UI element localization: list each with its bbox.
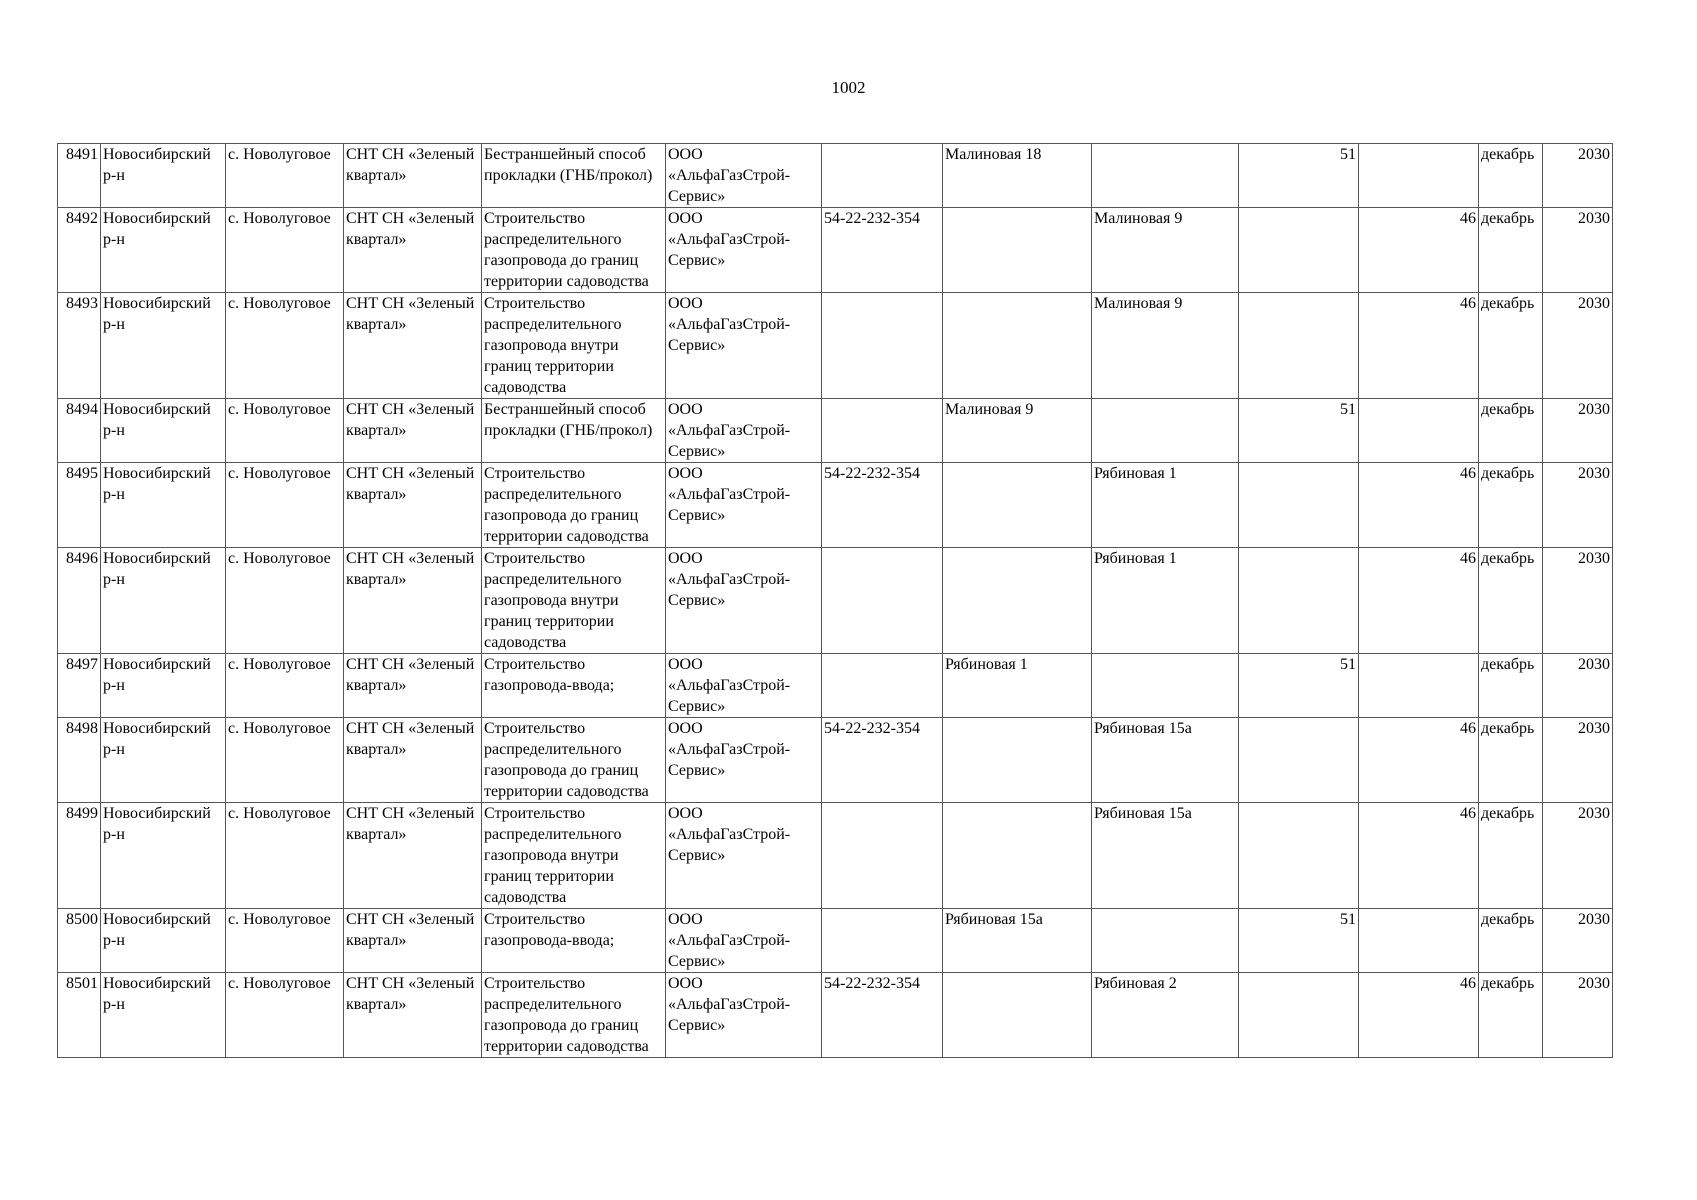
year-cell: 2030 xyxy=(1543,399,1613,463)
address-input-cell xyxy=(943,803,1092,909)
table-row xyxy=(58,548,1613,654)
diameter-network-cell: 46 xyxy=(1359,803,1479,909)
settlement-cell: с. Новолуговое xyxy=(226,548,344,654)
month-cell: декабрь xyxy=(1479,399,1543,463)
row-number-cell: 8495 xyxy=(58,463,101,548)
table-row xyxy=(58,293,1613,399)
table-row xyxy=(58,208,1613,293)
address-network-cell xyxy=(1092,399,1239,463)
settlement-cell: с. Новолуговое xyxy=(226,293,344,399)
address-network-cell: Рябиновая 1 xyxy=(1092,548,1239,654)
work-type-cell: Строительство распределительного газопровода внутри границ территории садоводства xyxy=(482,548,666,654)
work-type-cell: Строительство газопровода-ввода; xyxy=(482,909,666,973)
code-cell: 54-22-232-354 xyxy=(822,973,943,1058)
diameter-network-cell xyxy=(1359,909,1479,973)
object-cell: СНТ СН «Зеленый квартал» xyxy=(344,144,482,208)
diameter-network-cell xyxy=(1359,654,1479,718)
year-cell: 2030 xyxy=(1543,909,1613,973)
address-input-cell xyxy=(943,463,1092,548)
contractor-cell: ООО «АльфаГазСтрой-Сервис» xyxy=(666,208,822,293)
contractor-cell: ООО «АльфаГазСтрой-Сервис» xyxy=(666,654,822,718)
district-cell: Новосибирский р-н xyxy=(101,718,226,803)
contractor-cell: ООО «АльфаГазСтрой-Сервис» xyxy=(666,463,822,548)
code-cell xyxy=(822,144,943,208)
row-number-cell: 8499 xyxy=(58,803,101,909)
table-row xyxy=(58,909,1613,973)
object-cell: СНТ СН «Зеленый квартал» xyxy=(344,463,482,548)
row-number-cell: 8498 xyxy=(58,718,101,803)
settlement-cell: с. Новолуговое xyxy=(226,463,344,548)
row-number-cell: 8493 xyxy=(58,293,101,399)
address-network-cell: Рябиновая 1 xyxy=(1092,463,1239,548)
month-cell: декабрь xyxy=(1479,718,1543,803)
object-cell: СНТ СН «Зеленый квартал» xyxy=(344,208,482,293)
settlement-cell: с. Новолуговое xyxy=(226,909,344,973)
diameter-network-cell: 46 xyxy=(1359,548,1479,654)
work-type-cell: Строительство распределительного газопровода внутри границ территории садоводства xyxy=(482,293,666,399)
year-cell: 2030 xyxy=(1543,208,1613,293)
month-cell: декабрь xyxy=(1479,909,1543,973)
address-network-cell: Рябиновая 15а xyxy=(1092,718,1239,803)
district-cell: Новосибирский р-н xyxy=(101,909,226,973)
diameter-network-cell: 46 xyxy=(1359,718,1479,803)
settlement-cell: с. Новолуговое xyxy=(226,208,344,293)
table-row xyxy=(58,399,1613,463)
year-cell: 2030 xyxy=(1543,718,1613,803)
address-network-cell: Малиновая 9 xyxy=(1092,293,1239,399)
code-cell xyxy=(822,909,943,973)
code-cell: 54-22-232-354 xyxy=(822,208,943,293)
address-input-cell xyxy=(943,208,1092,293)
district-cell: Новосибирский р-н xyxy=(101,399,226,463)
address-network-cell: Рябиновая 2 xyxy=(1092,973,1239,1058)
settlement-cell: с. Новолуговое xyxy=(226,399,344,463)
district-cell: Новосибирский р-н xyxy=(101,548,226,654)
diameter-network-cell xyxy=(1359,399,1479,463)
diameter-network-cell: 46 xyxy=(1359,293,1479,399)
district-cell: Новосибирский р-н xyxy=(101,293,226,399)
address-input-cell xyxy=(943,548,1092,654)
diameter-input-cell: 51 xyxy=(1239,399,1359,463)
object-cell: СНТ СН «Зеленый квартал» xyxy=(344,718,482,803)
contractor-cell: ООО «АльфаГазСтрой-Сервис» xyxy=(666,293,822,399)
row-number-cell: 8494 xyxy=(58,399,101,463)
contractor-cell: ООО «АльфаГазСтрой-Сервис» xyxy=(666,973,822,1058)
diameter-input-cell: 51 xyxy=(1239,144,1359,208)
contractor-cell: ООО «АльфаГазСтрой-Сервис» xyxy=(666,144,822,208)
work-type-cell: Строительство распределительного газопровода до границ территории садоводства xyxy=(482,463,666,548)
table-row xyxy=(58,463,1613,548)
month-cell: декабрь xyxy=(1479,548,1543,654)
district-cell: Новосибирский р-н xyxy=(101,208,226,293)
address-input-cell: Рябиновая 15а xyxy=(943,909,1092,973)
work-type-cell: Строительство распределительного газопровода до границ территории садоводства xyxy=(482,208,666,293)
address-network-cell: Рябиновая 15а xyxy=(1092,803,1239,909)
contractor-cell: ООО «АльфаГазСтрой-Сервис» xyxy=(666,909,822,973)
month-cell: декабрь xyxy=(1479,654,1543,718)
row-number-cell: 8501 xyxy=(58,973,101,1058)
address-input-cell xyxy=(943,718,1092,803)
month-cell: декабрь xyxy=(1479,144,1543,208)
page-number: 1002 xyxy=(831,78,866,97)
address-input-cell: Рябиновая 1 xyxy=(943,654,1092,718)
diameter-input-cell xyxy=(1239,463,1359,548)
month-cell: декабрь xyxy=(1479,293,1543,399)
diameter-input-cell xyxy=(1239,208,1359,293)
diameter-network-cell xyxy=(1359,144,1479,208)
work-type-cell: Строительство газопровода-ввода; xyxy=(482,654,666,718)
work-type-cell: Бестраншейный способ прокладки (ГНБ/прокол) xyxy=(482,399,666,463)
settlement-cell: с. Новолуговое xyxy=(226,654,344,718)
code-cell xyxy=(822,803,943,909)
table-row xyxy=(58,803,1613,909)
code-cell xyxy=(822,399,943,463)
table-row xyxy=(58,654,1613,718)
code-cell: 54-22-232-354 xyxy=(822,463,943,548)
district-cell: Новосибирский р-н xyxy=(101,144,226,208)
district-cell: Новосибирский р-н xyxy=(101,463,226,548)
address-input-cell xyxy=(943,293,1092,399)
work-type-cell: Бестраншейный способ прокладки (ГНБ/прокол) xyxy=(482,144,666,208)
object-cell: СНТ СН «Зеленый квартал» xyxy=(344,399,482,463)
object-cell: СНТ СН «Зеленый квартал» xyxy=(344,293,482,399)
row-number-cell: 8496 xyxy=(58,548,101,654)
code-cell xyxy=(822,293,943,399)
settlement-cell: с. Новолуговое xyxy=(226,144,344,208)
diameter-input-cell xyxy=(1239,973,1359,1058)
address-input-cell xyxy=(943,973,1092,1058)
object-cell: СНТ СН «Зеленый квартал» xyxy=(344,803,482,909)
contractor-cell: ООО «АльфаГазСтрой-Сервис» xyxy=(666,399,822,463)
address-network-cell: Малиновая 9 xyxy=(1092,208,1239,293)
work-type-cell: Строительство распределительного газопровода до границ территории садоводства xyxy=(482,973,666,1058)
year-cell: 2030 xyxy=(1543,973,1613,1058)
year-cell: 2030 xyxy=(1543,803,1613,909)
contractor-cell: ООО «АльфаГазСтрой-Сервис» xyxy=(666,803,822,909)
address-input-cell: Малиновая 18 xyxy=(943,144,1092,208)
district-cell: Новосибирский р-н xyxy=(101,803,226,909)
year-cell: 2030 xyxy=(1543,654,1613,718)
table-row xyxy=(58,144,1613,208)
district-cell: Новосибирский р-н xyxy=(101,973,226,1058)
diameter-input-cell xyxy=(1239,718,1359,803)
code-cell: 54-22-232-354 xyxy=(822,718,943,803)
month-cell: декабрь xyxy=(1479,973,1543,1058)
settlement-cell: с. Новолуговое xyxy=(226,803,344,909)
work-type-cell: Строительство распределительного газопровода внутри границ территории садоводства xyxy=(482,803,666,909)
row-number-cell: 8500 xyxy=(58,909,101,973)
district-cell: Новосибирский р-н xyxy=(101,654,226,718)
diameter-input-cell: 51 xyxy=(1239,654,1359,718)
year-cell: 2030 xyxy=(1543,463,1613,548)
table-row xyxy=(58,718,1613,803)
diameter-input-cell: 51 xyxy=(1239,909,1359,973)
diameter-network-cell: 46 xyxy=(1359,208,1479,293)
object-cell: СНТ СН «Зеленый квартал» xyxy=(344,973,482,1058)
month-cell: декабрь xyxy=(1479,463,1543,548)
gas-pipeline-table xyxy=(57,143,1613,1058)
address-network-cell xyxy=(1092,909,1239,973)
month-cell: декабрь xyxy=(1479,803,1543,909)
object-cell: СНТ СН «Зеленый квартал» xyxy=(344,548,482,654)
year-cell: 2030 xyxy=(1543,144,1613,208)
year-cell: 2030 xyxy=(1543,548,1613,654)
table-body xyxy=(58,144,1613,1058)
diameter-network-cell: 46 xyxy=(1359,973,1479,1058)
contractor-cell: ООО «АльфаГазСтрой-Сервис» xyxy=(666,718,822,803)
address-network-cell xyxy=(1092,654,1239,718)
row-number-cell: 8497 xyxy=(58,654,101,718)
object-cell: СНТ СН «Зеленый квартал» xyxy=(344,654,482,718)
table-row xyxy=(58,973,1613,1058)
address-input-cell: Малиновая 9 xyxy=(943,399,1092,463)
month-cell: декабрь xyxy=(1479,208,1543,293)
row-number-cell: 8491 xyxy=(58,144,101,208)
diameter-input-cell xyxy=(1239,293,1359,399)
year-cell: 2030 xyxy=(1543,293,1613,399)
work-type-cell: Строительство распределительного газопровода до границ территории садоводства xyxy=(482,718,666,803)
code-cell xyxy=(822,548,943,654)
address-network-cell xyxy=(1092,144,1239,208)
diameter-input-cell xyxy=(1239,548,1359,654)
contractor-cell: ООО «АльфаГазСтрой-Сервис» xyxy=(666,548,822,654)
settlement-cell: с. Новолуговое xyxy=(226,973,344,1058)
diameter-input-cell xyxy=(1239,803,1359,909)
object-cell: СНТ СН «Зеленый квартал» xyxy=(344,909,482,973)
row-number-cell: 8492 xyxy=(58,208,101,293)
settlement-cell: с. Новолуговое xyxy=(226,718,344,803)
code-cell xyxy=(822,654,943,718)
diameter-network-cell: 46 xyxy=(1359,463,1479,548)
